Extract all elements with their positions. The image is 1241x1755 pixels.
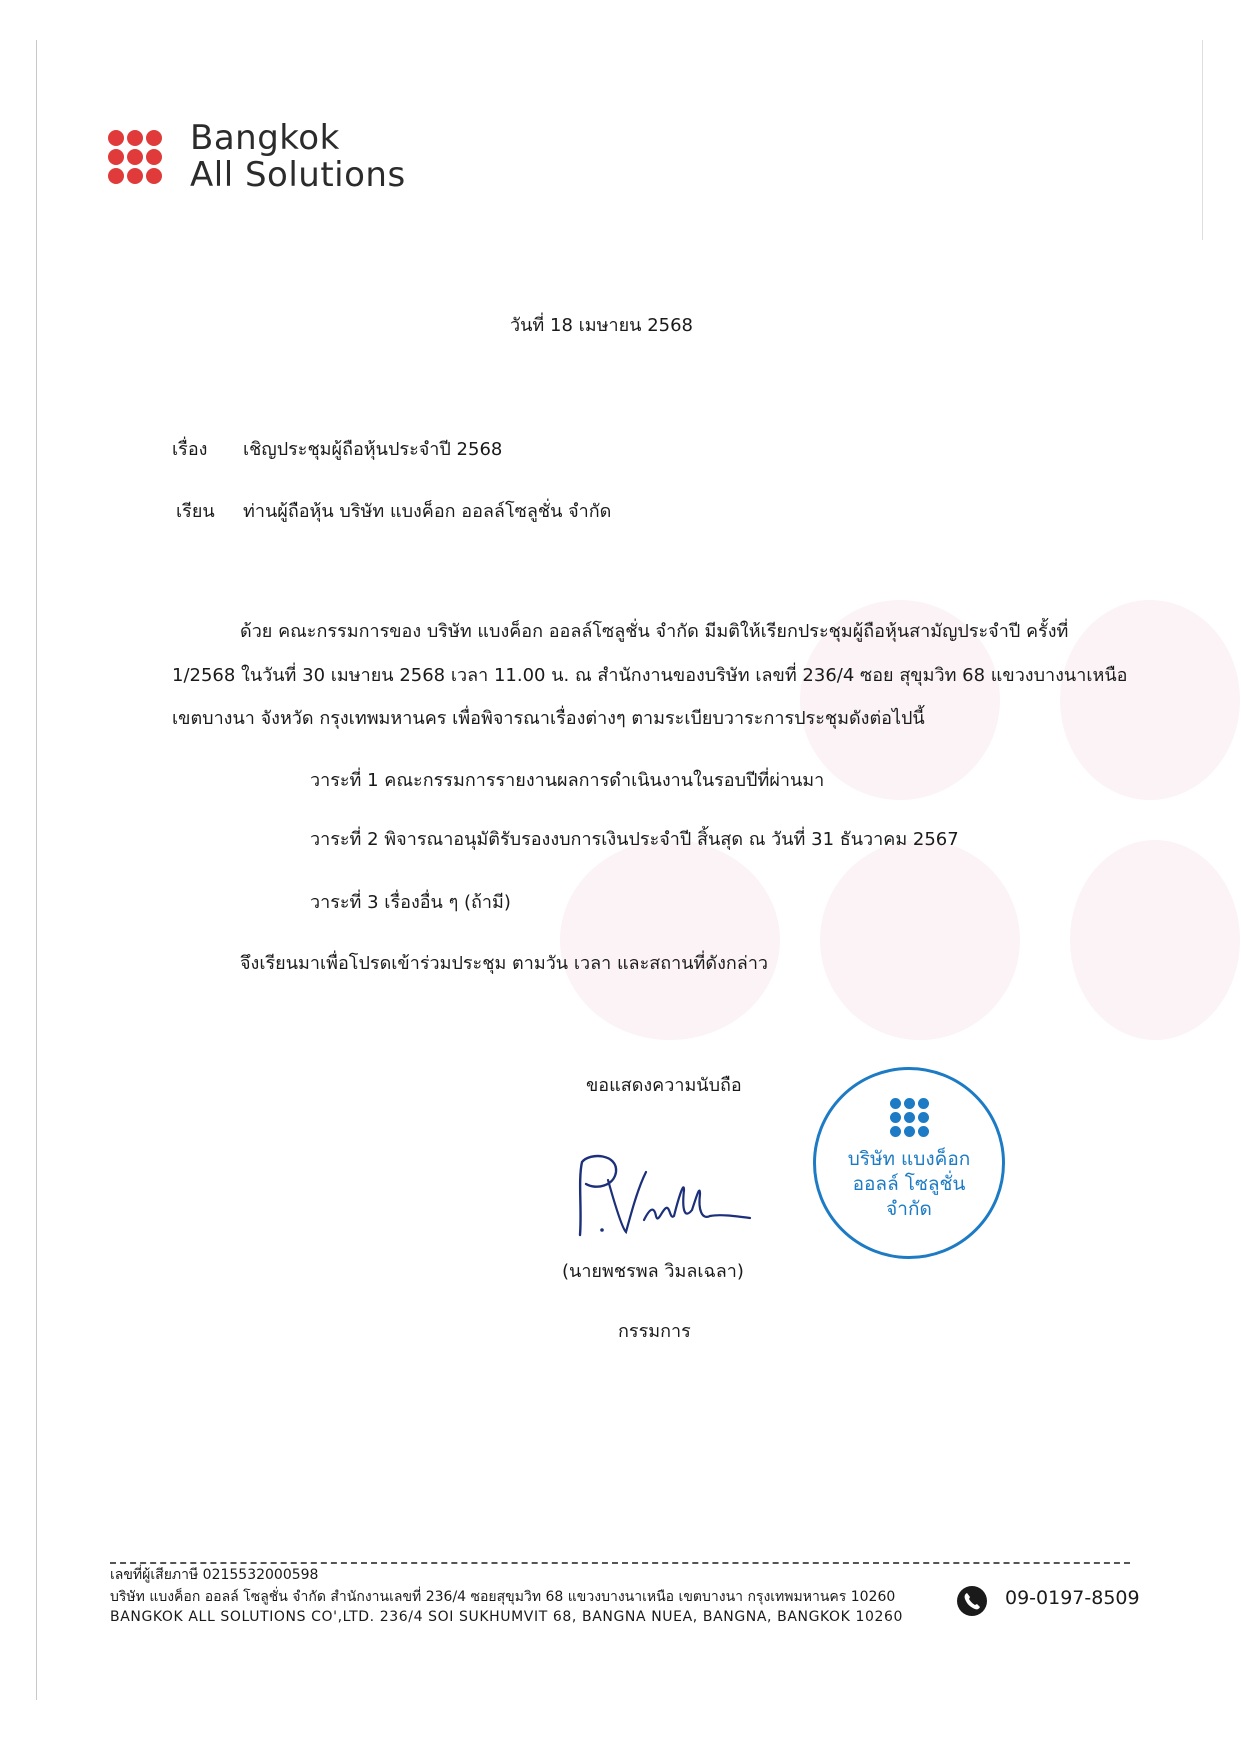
- agenda-item: วาระที่ 3 เรื่องอื่น ๆ (ถ้ามี): [310, 892, 511, 913]
- phone-icon: [956, 1585, 988, 1617]
- footer-address-th: บริษัท แบงค็อก ออลล์ โซลูชั่น จำกัด สำนักงานเลขที่ 236/4 ซอยสุขุมวิท 68 แขวงบางนาเหนือ เขตบางนา กรุงเทพมหานคร 10260: [110, 1589, 896, 1605]
- subject-label: เรื่อง: [172, 439, 208, 460]
- signer-title: กรรมการ: [618, 1321, 691, 1342]
- subject-value: เชิญประชุมผู้ถือหุ้นประจำปี 2568: [243, 439, 503, 460]
- agenda-item: วาระที่ 2 พิจารณาอนุมัติรับรองงบการเงินประจำปี สิ้นสุด ณ วันที่ 31 ธันวาคม 2567: [310, 829, 959, 850]
- stamp-line: บริษัท แบงค็อก: [847, 1148, 971, 1170]
- footer-address-en: BANGKOK ALL SOLUTIONS CO',LTD. 236/4 SOI SUKHUMVIT 68, BANGNA NUEA, BANGNA, BANGKOK 10260: [110, 1609, 904, 1625]
- recipient-value: ท่านผู้ถือหุ้น บริษัท แบงค็อก ออลล์โซลูชั่น จำกัด: [243, 501, 612, 522]
- body-line: ด้วย คณะกรรมการของ บริษัท แบงค็อก ออลล์โซลูชั่น จำกัด มีมติให้เรียกประชุมผู้ถือหุ้นสามัญประจำปี ครั้งที่: [240, 621, 1069, 642]
- logo-dots-icon: [108, 130, 162, 184]
- closing-sentence: จึงเรียนมาเพื่อโปรดเข้าร่วมประชุม ตามวัน เวลา และสถานที่ดังกล่าว: [240, 953, 769, 974]
- watermark-circle: [820, 840, 1020, 1040]
- body-line: เขตบางนา จังหวัด กรุงเทพมหานคร เพื่อพิจารณาเรื่องต่างๆ ตามระเบียบวาระการประชุมดังต่อไปนี้: [172, 708, 925, 729]
- stamp-line: ออลล์ โซลูชั่น: [852, 1173, 966, 1195]
- stamp-dots-icon: [890, 1098, 929, 1137]
- company-stamp: [813, 1067, 1005, 1259]
- scan-edge-left: [36, 40, 37, 1700]
- watermark-circle: [560, 840, 780, 1040]
- signature-image: [560, 1150, 760, 1240]
- footer-tax-id: เลขที่ผู้เสียภาษี 0215532000598: [110, 1567, 319, 1583]
- recipient-label: เรียน: [176, 501, 215, 522]
- phone-number: 09-0197-8509: [1005, 1587, 1140, 1609]
- logo-line1: Bangkok: [190, 118, 340, 158]
- signer-name: (นายพชรพล วิมลเฉลา): [562, 1261, 744, 1282]
- company-logo: [108, 120, 406, 194]
- letter-date: วันที่ 18 เมษายน 2568: [510, 315, 693, 336]
- logo-line2: All Solutions: [190, 155, 406, 195]
- logo-wordmark: [190, 120, 406, 194]
- agenda-item: วาระที่ 1 คณะกรรมการรายงานผลการดำเนินงานในรอบปีที่ผ่านมา: [310, 770, 825, 791]
- body-line: 1/2568 ในวันที่ 30 เมษายน 2568 เวลา 11.00 น. ณ สำนักงานของบริษัท เลขที่ 236/4 ซอย สุขุมวิท 68 แขวงบางนาเหนือ: [172, 665, 1128, 686]
- scan-edge-right: [1202, 40, 1203, 240]
- watermark-circle: [1070, 840, 1240, 1040]
- regards: ขอแสดงความนับถือ: [586, 1075, 742, 1096]
- stamp-line: จำกัด: [886, 1198, 932, 1220]
- watermark-circle: [1060, 600, 1240, 800]
